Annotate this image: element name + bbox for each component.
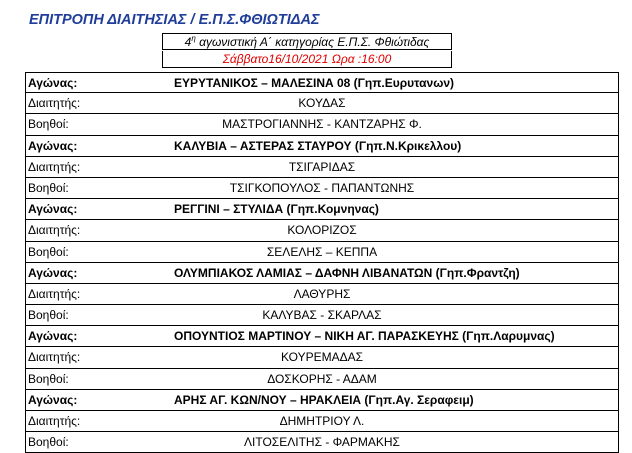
referee-row xyxy=(25,93,619,114)
match-row xyxy=(25,263,619,284)
assistants-label: Βοηθοί: xyxy=(28,308,69,323)
referee-label: Διαιτητής: xyxy=(28,414,81,428)
match-label: Αγώνας: xyxy=(28,329,78,344)
assistants-value: ΣΕΛΕΛΗΣ – ΚΕΠΠΑ xyxy=(266,244,378,259)
assistants-row xyxy=(25,305,619,326)
match-value: ΟΛΥΜΠΙΑΚΟΣ ΛΑΜΙΑΣ – ΔΑΦΝΗ ΛΙΒΑΝΑΤΩΝ (Γηπ.Φραντζη) xyxy=(174,265,520,280)
match-label: Αγώνας: xyxy=(28,392,78,407)
referee-value: ΚΟΥΔΑΣ xyxy=(298,96,346,111)
round-title xyxy=(162,33,452,50)
assistants-row xyxy=(25,369,619,390)
referee-value: ΚΟΥΡΕΜΑΔΑΣ xyxy=(280,350,364,365)
assistants-value: ΚΑΛΥΒΑΣ - ΣΚΑΡΛΑΣ xyxy=(262,308,382,323)
referee-label: Διαιτητής: xyxy=(28,159,81,174)
match-label: Αγώνας: xyxy=(28,76,78,90)
match-value: ΕΥΡΥΤΑΝΙΚΟΣ – ΜΑΛΕΣΙΝΑ 08 (Γηπ.Ευρυτανων) xyxy=(174,76,455,90)
referee-row xyxy=(25,347,619,368)
referee-value: ΛΑΘΥΡΗΣ xyxy=(293,286,351,301)
match-row xyxy=(25,326,619,347)
referee-label: Διαιτητής: xyxy=(28,286,81,301)
referee-row xyxy=(25,284,619,305)
match-row xyxy=(25,136,619,157)
assistants-value: ΛΙΤΟΣΕΛΙΤΗΣ - ΦΑΡΜΑΚΗΣ xyxy=(244,435,400,450)
round-ordinal-suffix: η xyxy=(191,34,196,43)
referee-value: ΤΣΙΓΑΡΙΔΑΣ xyxy=(288,159,356,174)
assistants-row xyxy=(25,242,619,263)
match-value: ΟΠΟΥΝΤΙΟΣ ΜΑΡΤΙΝΟΥ – ΝΙΚΗ ΑΓ. ΠΑΡΑΣΚΕΥΗΣ (Γηπ.Λαρυμνας) xyxy=(174,329,555,344)
assistants-label: Βοηθοί: xyxy=(28,117,69,132)
referee-row xyxy=(25,411,619,432)
match-row xyxy=(25,390,619,411)
assistants-label: Βοηθοί: xyxy=(28,371,69,386)
round-text: αγωνιστική Α΄ κατηγορίας Ε.Π.Σ. Φθιώτιδας xyxy=(195,35,430,49)
assistants-label: Βοηθοί: xyxy=(28,435,69,450)
assistants-row xyxy=(25,114,619,135)
match-label: Αγώνας: xyxy=(28,265,78,280)
assistants-label: Βοηθοί: xyxy=(28,180,69,195)
referee-label: Διαιτητής: xyxy=(28,223,81,238)
assistants-row xyxy=(25,432,619,453)
assistants-value: ΜΑΣΤΡΟΓΙΑΝΝΗΣ - ΚΑΝΤΖΑΡΗΣ Φ. xyxy=(222,117,422,132)
match-date: Σάββατο16/10/2021 Ωρα :16:00 xyxy=(162,51,452,68)
match-value: ΡΕΓΓΙΝΙ – ΣΤΥΛΙΔΑ (Γηπ.Κομνηνας) xyxy=(174,202,379,217)
match-label: Αγώνας: xyxy=(28,138,78,153)
assistants-value: ΔΟΣΚΟΡΗΣ - ΑΔΑΜ xyxy=(267,371,377,386)
match-label: Αγώνας: xyxy=(28,202,78,217)
referee-value: ΚΟΛΟΡΙΖΟΣ xyxy=(287,223,357,238)
referee-value: ΔΗΜΗΤΡΙΟΥ Λ. xyxy=(279,414,365,428)
round-number: 4 xyxy=(184,35,192,49)
referee-row xyxy=(25,220,619,241)
match-value: ΚΑΛΥΒΙΑ – ΑΣΤΕΡΑΣ ΣΤΑΥΡΟΥ (Γηπ.Ν.Κρικελλου) xyxy=(174,138,462,153)
referee-row xyxy=(25,157,619,178)
match-row xyxy=(25,199,619,220)
assistants-label: Βοηθοί: xyxy=(28,244,69,259)
match-value: ΑΡΗΣ ΑΓ. ΚΩΝ/ΝΟΥ – ΗΡΑΚΛΕΙΑ (Γηπ.Αγ. Σεραφειμ) xyxy=(174,392,474,407)
assistants-value: ΤΣΙΓΚΟΠΟΥΛΟΣ - ΠΑΠΑΝΤΩΝΗΣ xyxy=(229,180,415,195)
assistants-row xyxy=(25,178,619,199)
match-row xyxy=(25,72,619,93)
document-heading: ΕΠΙΤΡΟΠΗ ΔΙΑΙΤΗΣΙΑΣ / Ε.Π.Σ.ΦΘΙΩΤΙΔΑΣ xyxy=(29,12,320,28)
referee-label: Διαιτητής: xyxy=(28,96,81,111)
referee-label: Διαιτητής: xyxy=(28,350,81,365)
assignments-table xyxy=(25,72,619,453)
